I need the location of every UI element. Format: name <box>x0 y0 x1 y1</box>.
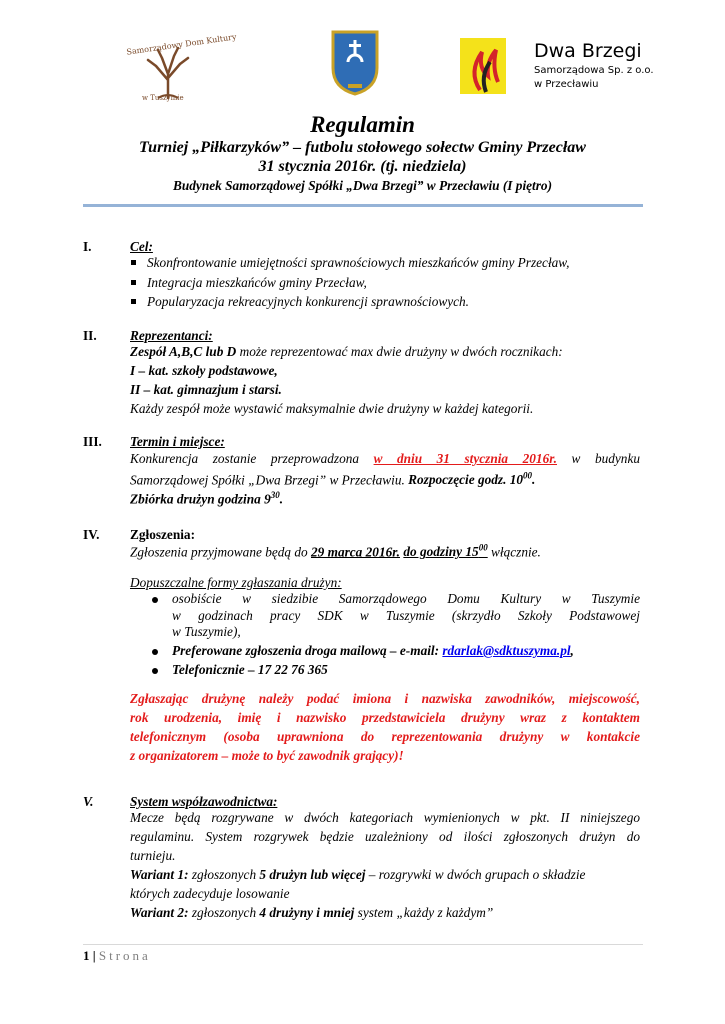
form-bullet-1-line-2: w godzinach pracy SDK w Tuszymie (skrzydło Szkoły Podstawowej <box>172 608 640 623</box>
variant-1-line-2: których zadecyduje losowanie <box>130 886 290 901</box>
section-5-line-2: regulaminu. System rozgrywek będzie uzależniony od ilości zgłoszonych drużyn do <box>130 829 640 844</box>
section-4-title: Zgłoszenia: <box>130 527 196 542</box>
section-3-gathering-time: Zbiórka drużyn godzina $9^{30}$. <box>130 490 284 507</box>
section-1-bullet-1: Skonfrontowanie umiejętności sprawnościowych mieszkańców gminy Przecław, <box>147 255 570 270</box>
deadline-time: do godziny $15^{00}$ <box>403 543 488 560</box>
section-5-line-3: turnieju. <box>130 848 176 863</box>
variant-1-condition: 5 drużyn lub więcej <box>259 867 366 882</box>
section-5-number: V. <box>83 794 94 809</box>
flame-icon <box>458 32 518 98</box>
sdk-logo-text: Samorządowy Dom Kultury <box>125 32 237 57</box>
venue-text-2: w budynku <box>571 451 641 466</box>
deadline-end: włącznie. <box>487 544 541 560</box>
dwa-brzegi-line2: Samorządowa Sp. z o.o. <box>534 65 654 76</box>
notice-line-2: rok urodzenia, imię i nazwisko przedstawiciela drużyny wraz z kontaktem <box>130 710 640 725</box>
bullet-dot <box>152 649 158 655</box>
section-3-line-1 <box>130 451 640 467</box>
event-date-highlight: w dniu 31 stycznia 2016r. <box>373 451 557 466</box>
subtitle-event: Turniej „Piłkarzyków” – futbolu stołowego sołectw Gminy Przecław <box>139 139 586 156</box>
section-1-bullet-2: Integracja mieszkańców gminy Przecław, <box>147 275 367 290</box>
sdk-logo-bottom: w Tuszymie <box>142 94 184 102</box>
page-label: Strona <box>98 948 151 963</box>
section-2-line-1 <box>130 344 640 360</box>
variant-1: Wariant 1: zgłoszonych 5 drużyn lub więcej – rozgrywki w dwóch grupach o składzie <box>130 867 586 882</box>
dwa-brzegi-logo <box>458 32 658 102</box>
team-label: Zespół A,B,C lub D <box>130 344 237 359</box>
team-text: może reprezentować max dwie drużyny w dwóch rocznikach: <box>236 344 563 359</box>
section-5-title: System współzawodnictwa: <box>130 794 278 809</box>
sdk-logo <box>118 30 237 105</box>
footer-divider <box>83 944 643 945</box>
bullet-square <box>131 260 136 265</box>
section-2-category-2: II – kat. gimnazjum i starsi. <box>130 382 282 397</box>
bullet-square <box>131 299 136 304</box>
page-footer <box>83 948 151 964</box>
section-4-number: IV. <box>83 527 100 542</box>
bullet-dot <box>152 597 158 603</box>
form-bullet-1-line-3: w Tuszymie), <box>172 624 241 639</box>
deadline-date: 29 marca 2016r. <box>310 544 401 560</box>
section-2-number: II. <box>83 328 97 343</box>
footer-separator: | <box>89 948 99 963</box>
crest-logo <box>330 28 380 98</box>
notice-line-4: z organizatorem – może to być zawodnik grający)! <box>130 748 404 763</box>
variant-2-condition: 4 drużyny i mniej <box>259 905 355 920</box>
variant-2-label: Wariant 2: <box>130 905 189 920</box>
section-1-title: Cel: <box>130 239 153 254</box>
section-3-number: III. <box>83 434 102 449</box>
page-title: Regulamin <box>310 112 415 137</box>
bullet-square <box>131 280 136 285</box>
email-label: Preferowane zgłoszenia droga mailową – e-mail: <box>172 643 440 658</box>
variant-1-label: Wariant 1: <box>130 867 189 882</box>
section-4-line-1 <box>130 543 640 560</box>
bullet-dot <box>152 668 158 674</box>
subtitle-date: 31 stycznia 2016r. (tj. niedziela) <box>258 158 467 175</box>
coat-of-arms-icon <box>330 28 380 98</box>
form-bullet-1-line-1: osobiście w siedzibie Samorządowego Domu Kultury w Tuszymie <box>172 591 640 606</box>
notice-line-3: telefonicznym (osoba uprawniona do reprezentowania drużyny w kontakcie <box>130 729 640 744</box>
section-2-category-1: I – kat. szkoły podstawowe, <box>130 363 278 378</box>
variant-2: Wariant 2: zgłoszonych 4 drużyny i mniej system „każdy z każdym” <box>130 905 494 920</box>
start-time: Rozpoczęcie godz. $10^{00}$. <box>408 471 536 488</box>
subtitle-venue: Budynek Samorządowej Spółki „Dwa Brzegi” w Przecławiu (I piętro) <box>173 178 552 193</box>
section-3-title: Termin i miejsce: <box>130 434 225 449</box>
page-number: 1 <box>83 948 90 963</box>
venue-text: Konkurencja zostanie przeprowadzona <box>130 451 360 466</box>
venue-name: Samorządowej Spółki „Dwa Brzegi” w Przecławiu. <box>130 472 405 488</box>
dwa-brzegi-name: Dwa Brzegi <box>534 40 642 62</box>
section-1-bullet-3: Popularyzacja rekreacyjnych konkurencji sprawnościowych. <box>147 294 469 309</box>
section-1-number: I. <box>83 239 92 254</box>
section-2-line-4: Każdy zespół może wystawić maksymalnie dwie drużyny w każdej kategorii. <box>130 401 534 416</box>
section-2-title: Reprezentanci: <box>130 328 213 343</box>
notice-line-1: Zgłaszając drużynę należy podać imiona i nazwiska zawodników, miejscowość, <box>130 691 640 706</box>
form-bullet-2: Preferowane zgłoszenia droga mailową – e-mail: rdarlak@sdktuszyma.pl, <box>172 643 574 658</box>
email-link[interactable]: rdarlak@sdktuszyma.pl <box>442 643 571 658</box>
form-bullet-3: Telefonicznie – 17 22 76 365 <box>172 662 328 677</box>
header-divider <box>83 204 643 207</box>
section-5-line-1: Mecze będą rozgrywane w dwóch kategoriach wymienionych w pkt. II niniejszego <box>130 810 640 825</box>
dwa-brzegi-line3: w Przecławiu <box>534 79 599 90</box>
section-3-line-2 <box>130 471 640 488</box>
forms-title: Dopuszczalne formy zgłaszania drużyn: <box>130 575 342 590</box>
deadline-text: Zgłoszenia przyjmowane będą do <box>130 544 311 560</box>
